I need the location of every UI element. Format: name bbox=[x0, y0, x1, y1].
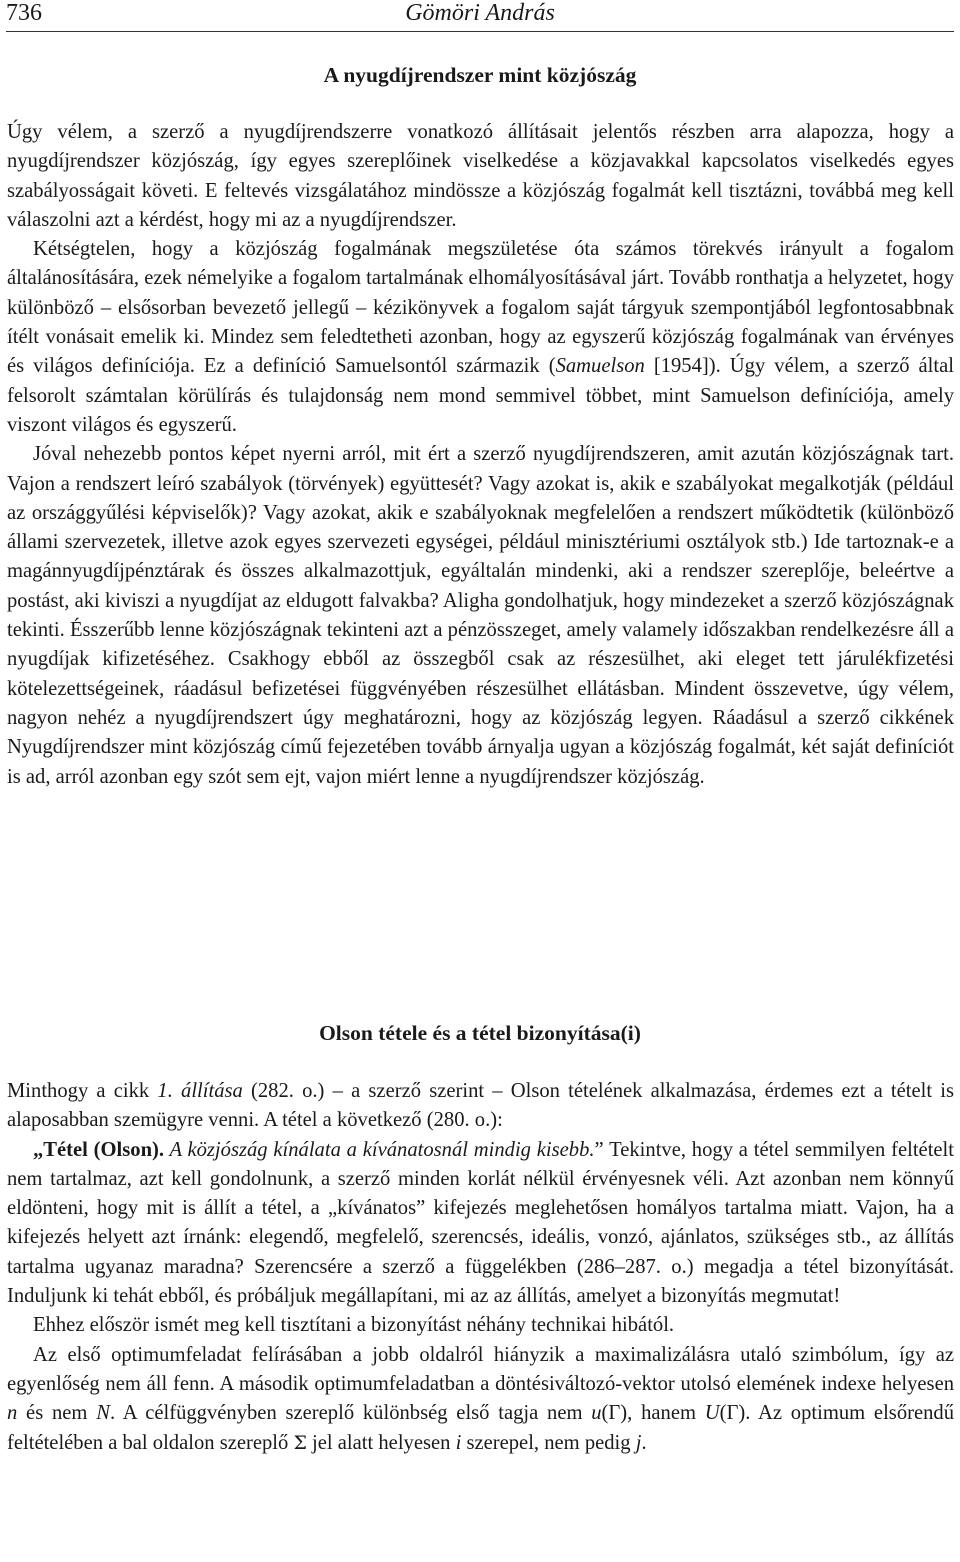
paragraph-text: Jóval nehezebb pontos képet nyerni arról, mit ért a szerző nyugdíjrendszeren, amit azután közjószágnak tart. Vajon a rendszert leíró szabályok (törvények) együttesét? Vagy azokat is, akik e szabályokat megalkotják (például az országgyűlési képviselők)? Vagy azokat, akik e szabályoknak megfelelően a rendszert működtetik (különböző állami szervezetek, illetve azok egyes szervezeti egységei, például minisztériumi osztályok stb.) Ide tartoznak-e a magánnyugdíjpénztárak és összes alkalmazottjuk, egyáltalán mindenki, aki a rendszer szereplője, beleértve a postást, aki kiviszi a nyugdíjat az eldugott falvakba? Aligha gondolhatjuk, hogy mindezeket a szerző közjószágnak tekinti. Ésszerűbb lenne közjószágnak tekinteni azt a pénzösszeget, amely valamely időszakban rendelkezésre áll a nyugdíjak kifizetéséhez. Csakhogy ebből az összegből csak az részesülhet, aki eleget tett járulékfizetési kötelezettségeinek, ráadásul befizetései függvényében részesülhet ellátásban. Mindent összevetve, úgy vélem, nagyon nehéz a nyugdíjrendszert úgy meghatározni, hogy az közjószág legyen. Ráadásul a szerző cikkének Nyugdíjrendszer mint közjószág című fejezetében tovább árnyalja ugyan a közjószág fogalmát, két saját definíciót is ad, arról azonban egy szót sem ejt, vajon miért lenne a nyugdíjrendszer közjószág. bbox=[7, 443, 954, 788]
paragraph-text: , hanem bbox=[627, 1402, 705, 1425]
page-header bbox=[0, 0, 960, 30]
paragraph-text: Minthogy a cikk bbox=[7, 1080, 158, 1102]
paragraph-text: Úgy vélem, a szerző a nyugdíjrendszerre vonatkozó állításait jelentős részben arra alapozza, hogy a nyugdíjrendszer közjószág, így egyes szereplőinek viselkedése a közjavakkal kapcsolatos viselkedés egyes szabályosságait követi. E feltevés vizsgálatához mindössze a közjószág fogalmát kell tisztázni, továbbá meg kell válaszolni azt a kérdést, hogy mi az a nyugdíjrendszer. bbox=[7, 121, 954, 231]
paragraph bbox=[7, 118, 954, 235]
paragraph-text: Kétségtelen, hogy a közjószág fogalmának megszületése óta számos törekvés irányult a fogalom általánosítására, ezek némelyike a fogalom tartalmának elhomályosításával járt. Tovább ronthatja a helyzetet, hogy különböző – elsősorban bevezető jellegű – kézikönyvek a fogalom saját tárgyuk szempontjából legfontosabbnak ítélt vonásait emelik ki. Mindez sem feledtetheti azonban, hogy az egyszerű közjószág fogalmának van érvényes és világos definíciója. Ez a definíció Samuelsontól származik ( bbox=[7, 238, 954, 378]
open-quote: „ bbox=[33, 1138, 44, 1161]
math-symbol: u bbox=[591, 1402, 602, 1425]
paragraph-text: . Az optimum elsőrendű feltételében a bal oldalon szereplő bbox=[7, 1402, 954, 1454]
paragraph-text: és nem bbox=[17, 1402, 97, 1425]
paragraph-text: jel alatt helyesen bbox=[306, 1431, 456, 1454]
math-symbol: N bbox=[96, 1402, 110, 1425]
math-symbol: (Γ) bbox=[601, 1402, 628, 1425]
paragraph-text: Ehhez először ismét meg kell tisztítani a bizonyítást néhány technikai hibától. bbox=[33, 1314, 675, 1337]
paragraph-text: ” Tekintve, hogy a tétel semmilyen feltételt nem tartalmaz, azt kell gondolnunk, a szerző minden korlát nélkül érvényesnek véli. Azt azonban nem könnyű eldönteni, hogy mit is állít a tétel, a „kívánatos” kifejezés meglehetősen homályos tartalma miatt. Vajon, ha a kifejezés helyett azt írnánk: elegendő, megfelelő, szerencsés, ideális, vonzó, ajánlatos, szükséges stb., az állítás tartalma ugyanaz maradna? Szerencsére a szerző a függelékben (286–287. o.) megadja a tétel bizonyítását. Induljunk ki tehát ebből, és próbáljuk megállapítani, mi az az állítás, amelyet a bizonyítás megmutat! bbox=[7, 1138, 955, 1308]
paragraph-text: szerepel, nem pedig bbox=[461, 1431, 636, 1454]
paragraph bbox=[7, 1341, 954, 1458]
section-heading-olson-theorem: Olson tétele és a tétel bizonyítása(i) bbox=[319, 1021, 641, 1045]
citation-author: Samuelson bbox=[555, 355, 645, 378]
math-symbol: i bbox=[455, 1431, 462, 1454]
emphasis: 1. állítása bbox=[157, 1080, 243, 1102]
paragraph-theorem bbox=[7, 1136, 954, 1312]
paragraph bbox=[7, 1077, 954, 1136]
paragraph bbox=[7, 440, 954, 792]
math-symbol: U bbox=[704, 1402, 720, 1425]
section-heading-pension-public-good: A nyugdíjrendszer mint közjószág bbox=[323, 63, 637, 87]
running-head-author: Gömöri András bbox=[405, 0, 555, 26]
math-symbol: n bbox=[7, 1402, 18, 1425]
theorem-label: Tétel (Olson). bbox=[43, 1138, 165, 1161]
paragraph-text: (282. o.) – a szerző szerint – Olson tételének alkalmazása, érdemes ezt a tételt is alaposabban szemügyre venni. A tétel a következő (280. o.): bbox=[7, 1080, 955, 1132]
paragraph-text: [1954]). Úgy vélem, a szerző által felsorolt számtalan körülírás és tulajdonság nem mond semmivel többet, mint Samuelson definíciója, amely viszont világos és egyszerű. bbox=[7, 355, 954, 436]
math-symbol: j bbox=[635, 1431, 642, 1454]
math-symbol: (Γ) bbox=[719, 1402, 746, 1425]
paragraph bbox=[7, 235, 954, 440]
section-body-pension-public-good bbox=[7, 118, 954, 792]
theorem-statement: A közjószág kínálata a kívánatosnál mindig kisebb. bbox=[164, 1138, 595, 1161]
page-number: 736 bbox=[6, 0, 42, 26]
paragraph-text: . bbox=[641, 1431, 647, 1454]
section-body-olson-theorem bbox=[7, 1077, 954, 1458]
sigma-symbol: Σ bbox=[293, 1431, 307, 1454]
paragraph-text: . A célfüggvényben szereplő különbség első tagja nem bbox=[109, 1402, 592, 1425]
header-rule bbox=[6, 31, 954, 32]
paragraph-text: Az első optimumfeladat felírásában a jobb oldalról hiányzik a maximalizálásra utaló szimbólum, így az egyenlőség nem áll fenn. A második optimumfeladatban a döntésiváltozó-vektor utolsó elemének indexe helyesen bbox=[7, 1343, 954, 1395]
paragraph bbox=[7, 1311, 954, 1340]
